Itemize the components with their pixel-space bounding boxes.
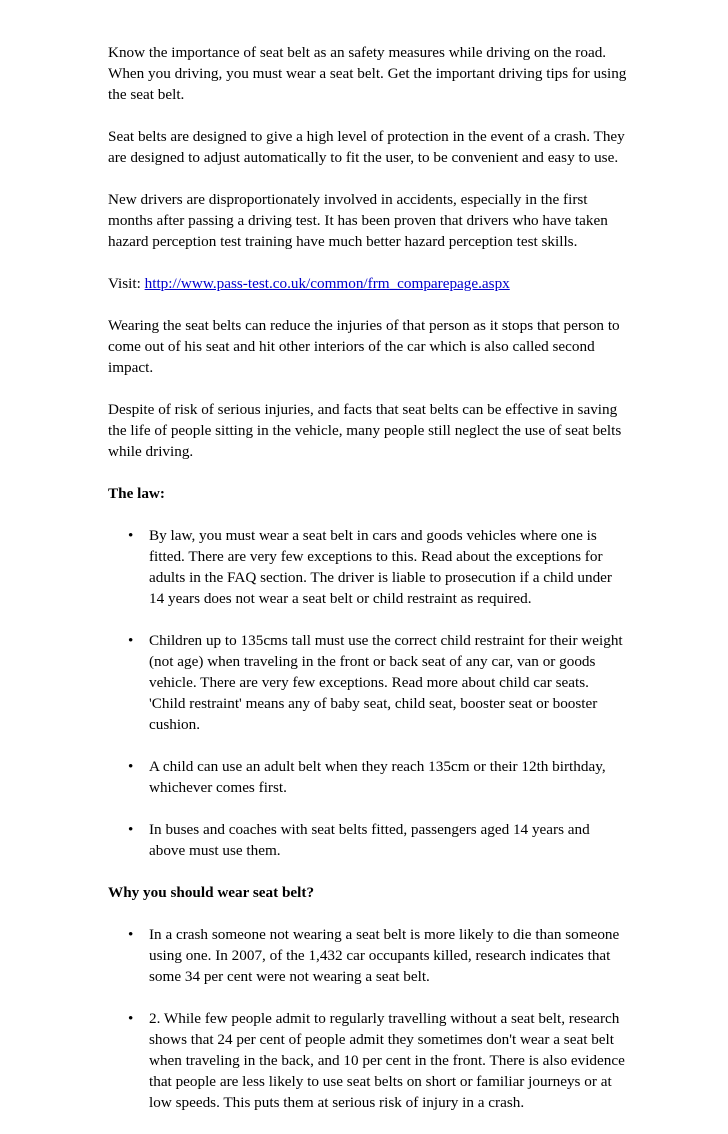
bullet-icon: • [128, 758, 134, 775]
body-paragraph: Wearing the seat belts can reduce the injuries of that person as it stops that person to come out of his seat and hit other interiors of the car which is also called second impact. [108, 317, 620, 376]
visit-label: Visit: [108, 275, 145, 292]
visit-link[interactable]: http://www.pass-test.co.uk/common/frm_comparepage.aspx [144, 275, 510, 292]
intro-paragraph: Seat belts are designed to give a high level of protection in the event of a crash. They are designed to adjust automatically to fit the user, to be convenient and easy to use. [108, 128, 625, 166]
intro-paragraph: New drivers are disproportionately involved in accidents, especially in the first months after passing a driving test. It has been proven that drivers who have taken hazard perception test training have much better hazard perception test skills. [108, 191, 608, 250]
list-item [108, 525, 628, 609]
visit-line [108, 273, 628, 294]
list-item-text: In a crash someone not wearing a seat belt is more likely to die than someone using one. In 2007, of the 1,432 car occupants killed, research indicates that some 34 per cent were not wearing a seat belt. [149, 926, 620, 985]
list-item-text: Children up to 135cms tall must use the correct child restraint for their weight (not age) when traveling in the front or back seat of any car, van or goods vehicle. There are very few exceptions. Read more about child car seats. 'Child restraint' means any of baby seat, child seat, booster seat or booster cushion. [149, 632, 623, 733]
bullet-icon: • [128, 632, 134, 649]
bullet-icon: • [128, 527, 134, 544]
intro-paragraph: Know the importance of seat belt as an safety measures while driving on the road. When you driving, you must wear a seat belt. Get the important driving tips for using the seat belt. [108, 44, 627, 103]
list-item [108, 630, 628, 735]
law-heading: The law: [108, 485, 165, 502]
list-item [108, 924, 628, 987]
list-item-text: 2. While few people admit to regularly travelling without a seat belt, research shows that 24 per cent of people admit they sometimes don't wear a seat belt when traveling in the back, and 10 per cent in the front. There is also evidence that people are less likely to use seat belts on short or familiar journeys or at low speeds. This puts them at serious risk of injury in a crash. [149, 1010, 625, 1111]
list-item-text: A child can use an adult belt when they reach 135cm or their 12th birthday, whichever comes first. [149, 758, 606, 796]
list-item-text: In buses and coaches with seat belts fitted, passengers aged 14 years and above must use them. [149, 821, 590, 859]
document-page [108, 42, 628, 1134]
list-item [108, 819, 628, 861]
list-item [108, 756, 628, 798]
list-item-text: By law, you must wear a seat belt in cars and goods vehicles where one is fitted. There are very few exceptions to this. Read about the exceptions for adults in the FAQ section. The driver is liable to prosecution if a child under 14 years does not wear a seat belt or child restraint as required. [149, 527, 612, 607]
law-list [108, 525, 628, 861]
bullet-icon: • [128, 1010, 134, 1027]
list-item [108, 1008, 628, 1113]
why-list [108, 924, 628, 1113]
body-paragraph: Despite of risk of serious injuries, and facts that seat belts can be effective in saving the life of people sitting in the vehicle, many people still neglect the use of seat belts while driving. [108, 401, 622, 460]
why-heading: Why you should wear seat belt? [108, 884, 315, 901]
bullet-icon: • [128, 821, 134, 838]
bullet-icon: • [128, 926, 134, 943]
